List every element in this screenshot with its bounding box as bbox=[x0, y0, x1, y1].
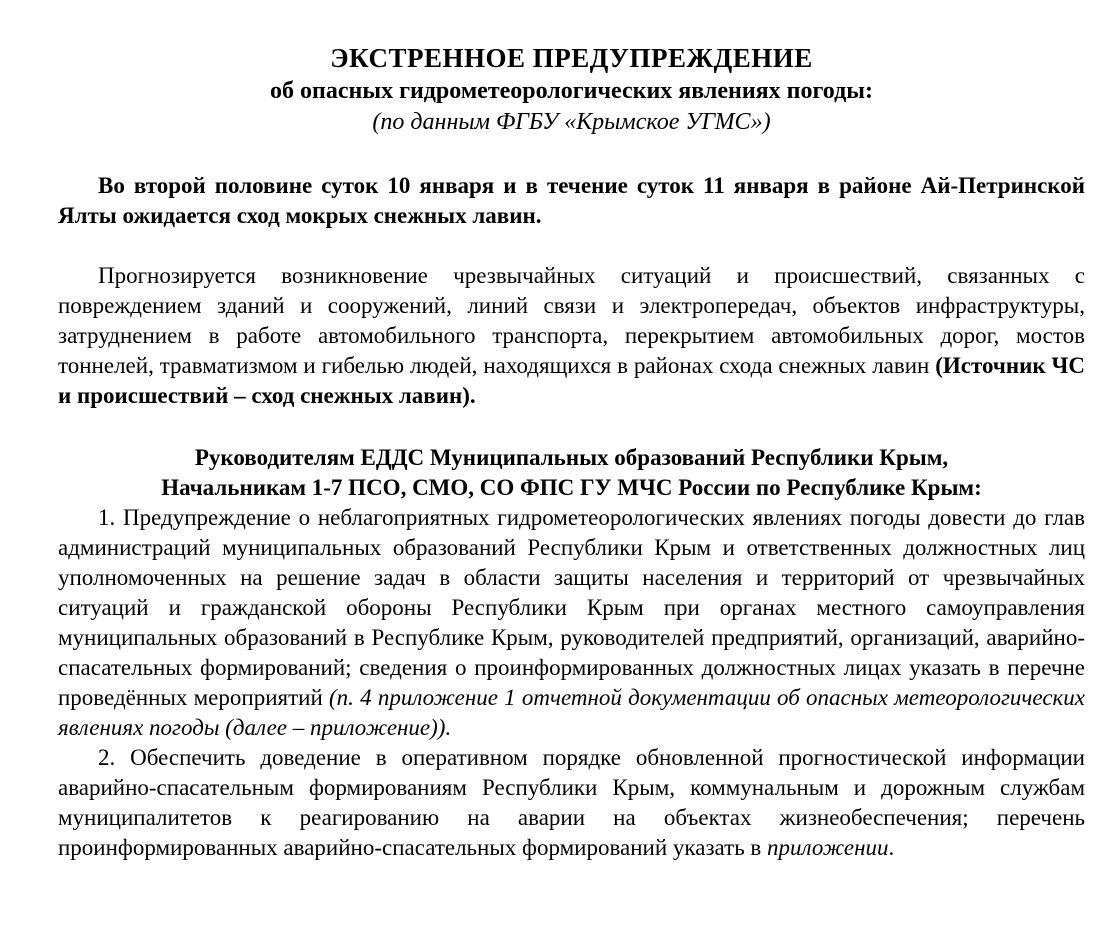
text-segment: приложении bbox=[767, 835, 889, 860]
instruction-item-2 bbox=[58, 743, 1085, 863]
text-segment: 1. Предупреждение о неблагоприятных гидрометеорологических явлениях погоды довести до глав администраций муниципальных образований Республики Крым и ответственных должностных лиц уполномоченных на решение задач в области защиты населения и территорий от чрезвычайных ситуаций и гражданской обороны Республики Крым при органах местного самоуправления муниципальных образований в Республике Крым, руководителей предприятий, организаций, аварийно-спасательных формирований; сведения о проинформированных должностных лицах указать в перечне проведённых мероприятий bbox=[58, 505, 1085, 710]
recipients-heading-line-1: Руководителям ЕДДС Муниципальных образований Республики Крым, bbox=[194, 445, 949, 470]
recipients-heading-line-2: Начальникам 1-7 ПСО, СМО, СО ФПС ГУ МЧС России по Республике Крым: bbox=[161, 475, 982, 500]
text-segment: 2. Обеспечить доведение в оперативном порядке обновленной прогностической информации аварийно-спасательным формированиям Республики Крым, коммунальным и дорожным службам муниципалитетов к реагированию на аварии на объектах жизнеобеспечения; перечень проинформированных аварийно-спасательных формирований указать в bbox=[58, 745, 1085, 860]
text-segment: Во второй половине суток 10 января и в течение суток 11 января в районе Ай-Петринской Ялты ожидается сход мокрых снежных лавин. bbox=[58, 173, 1085, 228]
document-source-note: (по данным ФГБУ «Крымское УГМС») bbox=[372, 109, 771, 135]
text-segment: Прогнозируется возникновение чрезвычайных ситуаций и происшествий, связанных с повреждением зданий и сооружений, линий связи и электропередач, объектов инфраструктуры, затруднением в работе автомобильного транспорта, перекрытием автомобильных дорог, мостов тоннелей, травматизмом и гибелью людей, находящихся в районах схода снежных лавин bbox=[58, 263, 1085, 378]
text-segment: (Источник ЧС и происшествий – сход снежных лавин). bbox=[58, 353, 1086, 408]
text-segment: (п. 4 приложение 1 отчетной документации об опасных метеорологических явлениях погоды (далее – приложение)). bbox=[58, 685, 1085, 740]
forecast-consequences-paragraph bbox=[58, 261, 1085, 411]
document-subtitle: об опасных гидрометеорологических явлениях погоды: bbox=[270, 78, 873, 104]
instruction-item-1 bbox=[58, 503, 1085, 743]
alert-summary-paragraph bbox=[58, 171, 1085, 231]
text-segment: . bbox=[888, 835, 895, 860]
document-title: ЭКСТРЕННОЕ ПРЕДУПРЕЖДЕНИЕ bbox=[330, 43, 813, 73]
